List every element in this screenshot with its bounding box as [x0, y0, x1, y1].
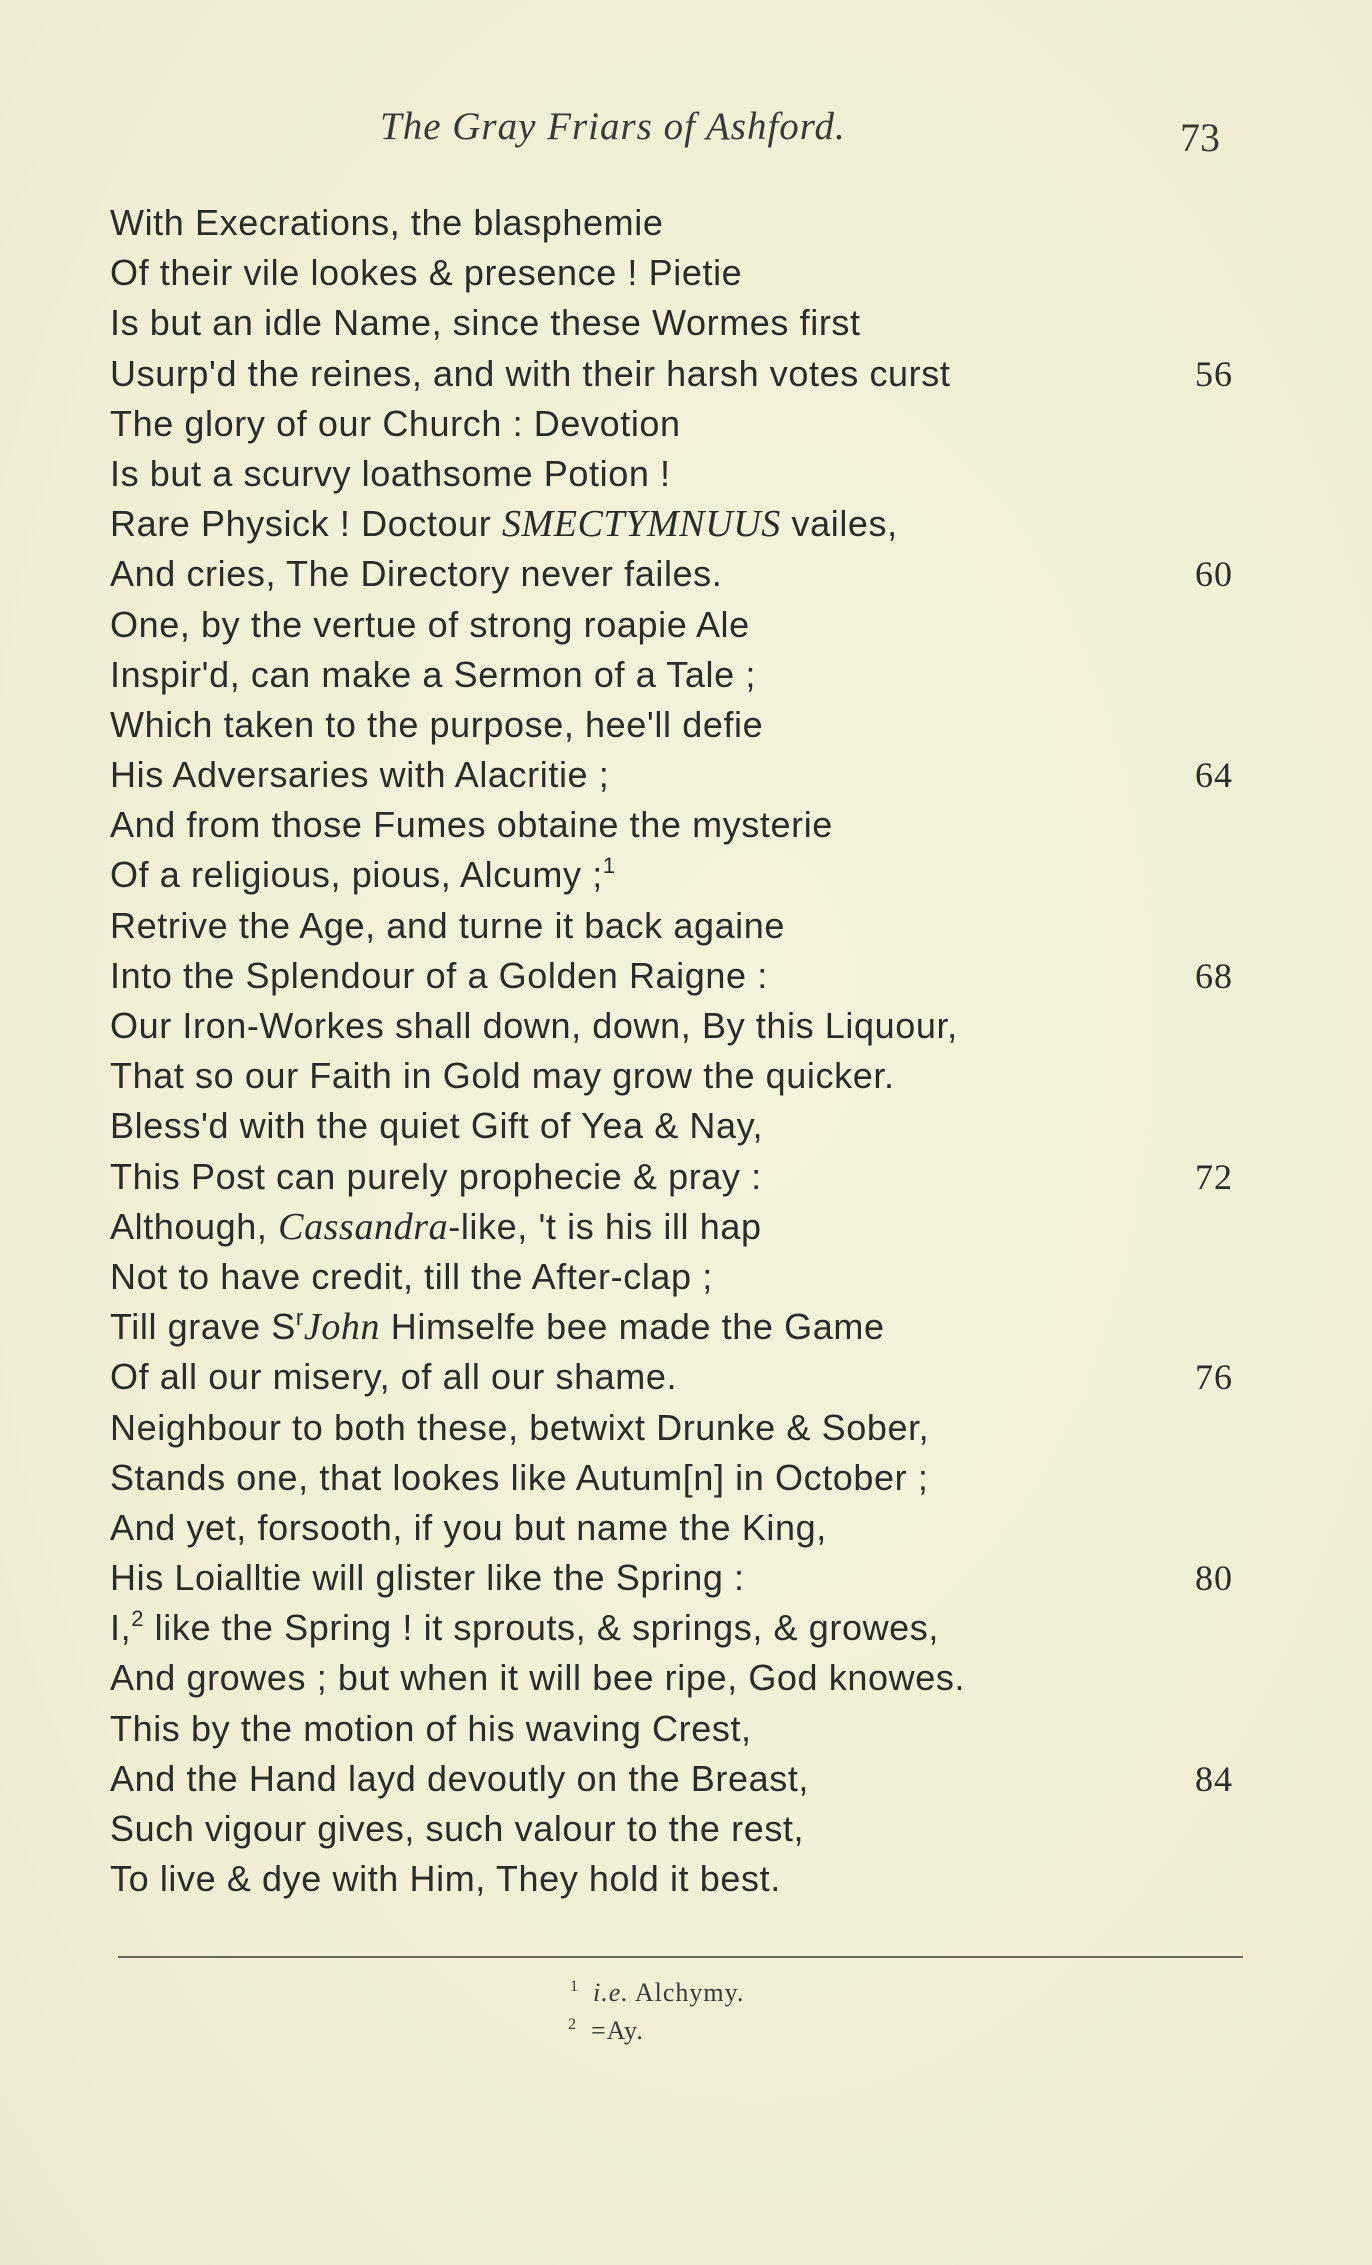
verse-text: Of all our misery, of all our shame.	[110, 1356, 678, 1398]
verse-line	[110, 951, 1260, 1001]
running-title: The Gray Friars of Ashford.	[380, 105, 846, 148]
verse-text: Our Iron-Workes shall down, down, By this Liquour,	[110, 1005, 958, 1046]
footnote-text: =Ay.	[591, 2016, 644, 2045]
verse-line	[110, 449, 1260, 499]
verse-text: I,	[110, 1607, 132, 1649]
verse-text: Of a religious, pious, Alcumy ;	[110, 854, 603, 896]
line-number: 80	[1195, 1558, 1233, 1599]
verse-text: And yet, forsooth, if you but name the King,	[110, 1506, 827, 1548]
verse-text: Which taken to the purpose, hee'll defie	[110, 703, 764, 745]
verse-text: Inspir'd, can make a Sermon of a Tale ;	[110, 653, 756, 695]
verse-text: Usurp'd the reines, and with their harsh votes curst	[110, 352, 951, 394]
verse-text: This by the motion of his waving Crest,	[110, 1707, 752, 1749]
verse-line	[110, 1252, 1260, 1302]
verse-line	[110, 901, 1260, 951]
line-number: 56	[1195, 353, 1233, 394]
verse-text: Is but a scurvy loathsome Potion !	[110, 452, 671, 494]
footnote	[570, 1978, 744, 2008]
running-head	[0, 104, 1372, 164]
footnote-text: Alchymy.	[628, 1978, 745, 2007]
verse-line	[110, 198, 1260, 248]
verse-text: His Adversaries with Alacritie ;	[110, 754, 610, 796]
verse-text: And growes ; but when it will bee ripe, God knowes.	[110, 1657, 966, 1699]
poem-body	[110, 198, 1260, 1904]
italic-text: John	[303, 1306, 381, 1349]
line-number: 68	[1195, 955, 1233, 996]
verse-line	[110, 1051, 1260, 1101]
verse-text: With Execrations, the blasphemie	[110, 202, 664, 243]
verse-line	[110, 1152, 1260, 1202]
verse-text: That so our Faith in Gold may grow the quicker.	[110, 1055, 895, 1097]
verse-text: Neighbour to both these, betwixt Drunke & Sober,	[110, 1406, 930, 1448]
verse-text: Is but an idle Name, since these Wormes first	[110, 302, 861, 344]
verse-line	[110, 1854, 1260, 1904]
verse-text: Into the Splendour of a Golden Raigne :	[110, 954, 768, 996]
verse-text: One, by the vertue of strong roapie Ale	[110, 603, 750, 645]
verse-line	[110, 1603, 1260, 1653]
verse-text: The glory of our Church : Devotion	[110, 402, 681, 444]
verse-text: To live & dye with Him, They hold it best.	[110, 1858, 781, 1900]
verse-text: This Post can purely prophecie & pray :	[110, 1155, 762, 1197]
verse-line	[110, 800, 1260, 850]
verse-line	[110, 700, 1260, 750]
page-number: 73	[1180, 115, 1220, 160]
verse-text-continued: like the Spring ! it sprouts, & springs, & growes,	[144, 1607, 939, 1649]
verse-line	[110, 1503, 1260, 1553]
superscript: r	[295, 1305, 304, 1331]
footnote-label: i.e.	[593, 1978, 629, 2007]
verse-text: Such vigour gives, such valour to the rest,	[110, 1808, 805, 1849]
verse-text: And the Hand layd devoutly on the Breast,	[110, 1757, 810, 1799]
verse-line	[110, 1202, 1260, 1252]
verse-line	[110, 298, 1260, 348]
verse-line	[110, 399, 1260, 449]
verse-line	[110, 850, 1260, 900]
verse-text: Stands one, that lookes like Autum[n] in October ;	[110, 1456, 929, 1498]
verse-line	[110, 600, 1260, 650]
verse-line	[110, 1704, 1260, 1754]
verse-text-continued: Himselfe bee made the Game	[380, 1306, 885, 1348]
italic-text: Cassandra	[278, 1205, 449, 1248]
verse-line	[110, 1302, 1260, 1352]
verse-text: Bless'd with the quiet Gift of Yea & Nay,	[110, 1105, 764, 1147]
verse-line	[110, 1453, 1260, 1503]
footnote-mark: 2	[568, 2016, 577, 2033]
verse-line	[110, 1653, 1260, 1703]
verse-text: And cries, The Directory never failes.	[110, 553, 723, 595]
verse-text: Of their vile lookes & presence ! Pietie	[110, 252, 743, 294]
verse-text: Although,	[110, 1205, 279, 1247]
verse-line	[110, 1101, 1260, 1151]
verse-line	[110, 549, 1260, 599]
verse-line	[110, 750, 1260, 800]
verse-line	[110, 1804, 1260, 1854]
footnote-mark: 1	[570, 1978, 579, 1995]
verse-line	[110, 499, 1260, 549]
verse-line	[110, 1754, 1260, 1804]
verse-line	[110, 1001, 1260, 1051]
verse-text-continued: -like, 't is his ill hap	[448, 1205, 762, 1247]
verse-line	[110, 349, 1260, 399]
verse-line	[110, 1403, 1260, 1453]
line-number: 72	[1195, 1156, 1233, 1197]
line-number: 64	[1195, 755, 1233, 796]
verse-line	[110, 1553, 1260, 1603]
verse-line	[110, 248, 1260, 298]
verse-line	[110, 1352, 1260, 1402]
verse-text: Retrive the Age, and turne it back againe	[110, 904, 786, 946]
verse-text: Not to have credit, till the After-clap ;	[110, 1255, 713, 1297]
verse-text: Rare Physick ! Doctour	[110, 503, 502, 545]
verse-text: Till grave S	[110, 1306, 296, 1348]
line-number: 84	[1195, 1758, 1233, 1799]
line-number: 76	[1195, 1357, 1233, 1398]
verse-line	[110, 650, 1260, 700]
superscript: 1	[602, 853, 616, 879]
verse-text: His Loialltie will glister like the Spring :	[110, 1557, 745, 1599]
superscript: 2	[131, 1606, 145, 1632]
verse-text: And from those Fumes obtaine the mysterie	[110, 804, 833, 846]
footnote-divider	[118, 1956, 1243, 1958]
line-number: 60	[1195, 554, 1233, 595]
footnote	[568, 2016, 644, 2046]
verse-text-continued: vailes,	[780, 503, 898, 545]
italic-text: SMECTYMNUUS	[501, 503, 781, 546]
